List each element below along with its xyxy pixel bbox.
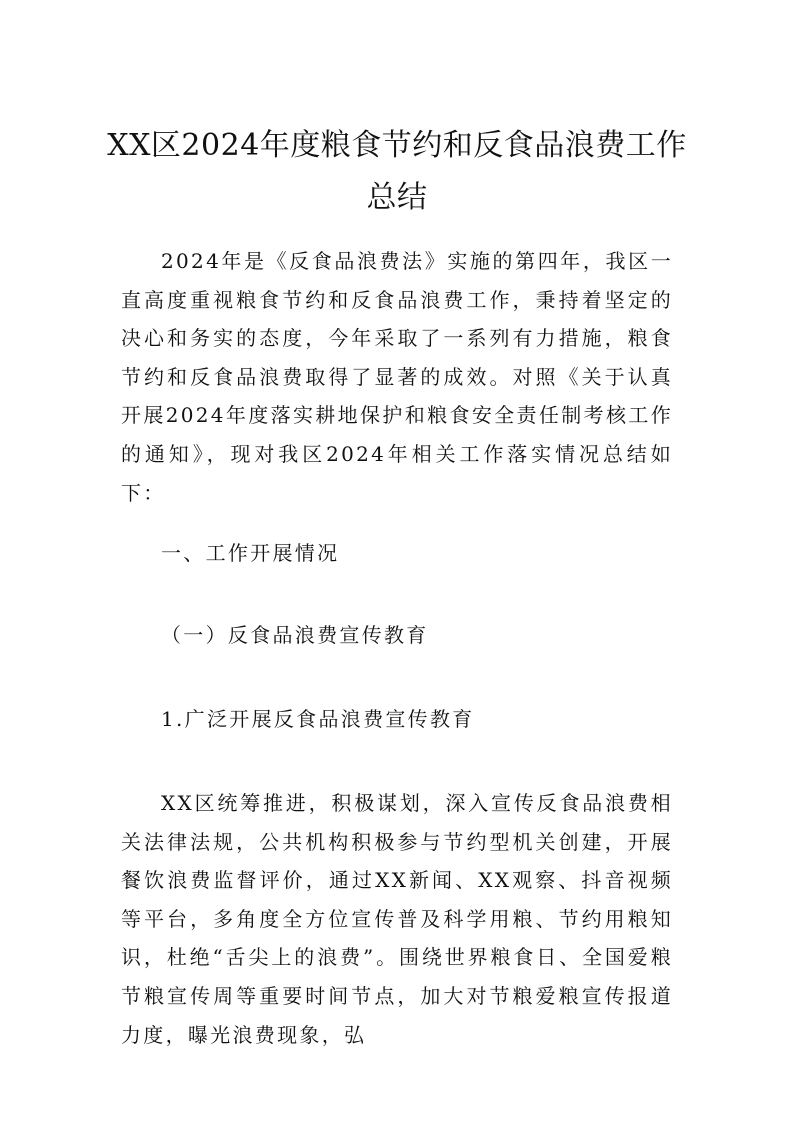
document-title <box>105 120 689 224</box>
title-line-1: XX区2024年度粮食节约和反食品浪费工作 <box>107 128 687 163</box>
subsection-heading: （一）反食品浪费宣传教育 <box>161 623 429 647</box>
item-heading: 1.广泛开展反食品浪费宣传教育 <box>161 707 475 731</box>
body-paragraph: XX区统筹推进，积极谋划，深入宣传反食品浪费相关法律法规，公共机构积极参与节约型机关创建，开展餐饮浪费监督评价，通过XX新闻、XX观察、抖音视频等平台，多角度全方位宣传普及科学用粮、节约用粮知识，杜绝“舌尖上的浪费”。围绕世界粮食日、全国爱粮节粮宣传周等重要时间节点，加大对节粮爱粮宣传报道力度，曝光浪费现象，弘 <box>121 791 673 1047</box>
title-line-2: 总结 <box>366 180 428 215</box>
intro-paragraph: 2024年是《反食品浪费法》实施的第四年，我区一直高度重视粮食节约和反食品浪费工作，秉持着坚定的决心和务实的态度，今年采取了一系列有力措施，粮食节约和反食品浪费取得了显著的成效。对照《关于认真开展2024年度落实耕地保护和粮食安全责任制考核工作的通知》，现对我区2024年相关工作落实情况总结如下： <box>121 249 673 505</box>
section-heading: 一、工作开展情况 <box>161 541 340 565</box>
